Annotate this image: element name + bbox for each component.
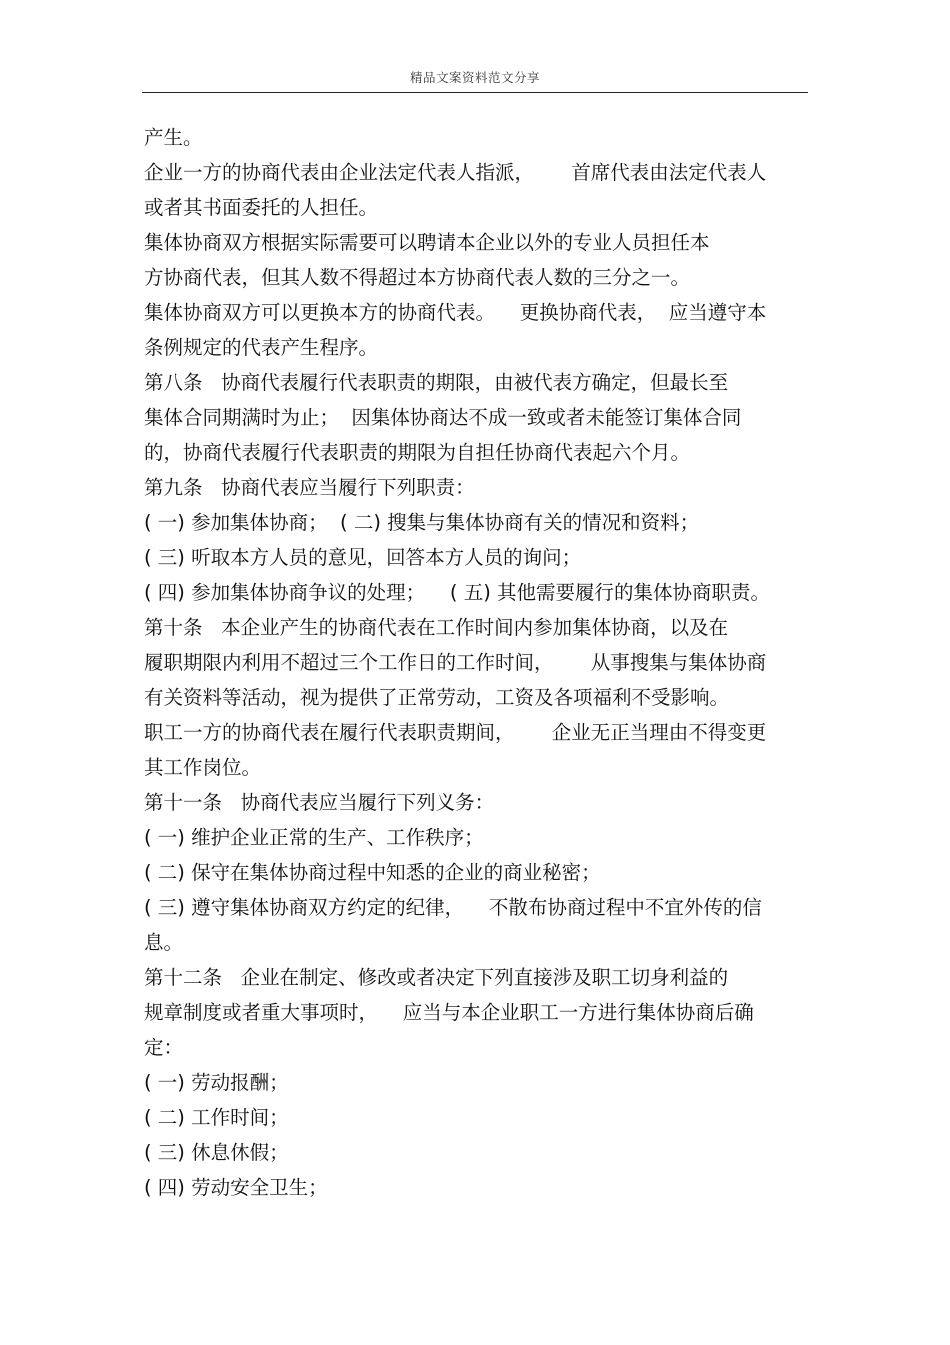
body-line: 定：: [144, 1036, 184, 1059]
body-line: 其工作岗位。: [144, 756, 262, 779]
article-heading-11: 第十一条 协商代表应当履行下列义务：: [144, 791, 495, 814]
article-heading-12: 第十二条 企业在制定、修改或者决定下列直接涉及职工切身利益的: [144, 966, 729, 989]
body-line: 产生。: [144, 126, 203, 149]
page-header: [142, 58, 808, 93]
body-line: 集体协商双方可以更换本方的协商代表。 更换协商代表， 应当遵守本: [144, 301, 767, 324]
article-heading-9: 第九条 协商代表应当履行下列职责：: [144, 476, 475, 499]
list-item: ( 二) 保守在集体协商过程中知悉的企业的商业秘密；: [144, 861, 601, 884]
body-line: 的，协商代表履行代表职责的期限为自担任协商代表起六个月。: [144, 441, 691, 464]
article-heading-8: 第八条 协商代表履行代表职责的期限，由被代表方确定，但最长至: [144, 371, 729, 394]
list-item: ( 三) 听取本方人员的意见，回答本方人员的询问；: [144, 546, 582, 569]
list-item: ( 一) 维护企业正常的生产、工作秩序；: [144, 826, 484, 849]
list-item: ( 四) 参加集体协商争议的处理； ( 五) 其他需要履行的集体协商职责。: [144, 581, 771, 604]
body-line: 企业一方的协商代表由企业法定代表人指派， 首席代表由法定代表人: [144, 161, 767, 184]
body-line: 有关资料等活动，视为提供了正常劳动，工资及各项福利不受影响。: [144, 686, 730, 709]
list-item: ( 二) 工作时间；: [144, 1106, 289, 1129]
list-item: ( 三) 休息休假；: [144, 1141, 289, 1164]
article-heading-10: 第十条 本企业产生的协商代表在工作时间内参加集体协商，以及在: [144, 616, 729, 639]
body-line: 息。: [144, 931, 184, 954]
body-line: 条例规定的代表产生程序。: [144, 336, 379, 359]
body-line: 规章制度或者重大事项时， 应当与本企业职工一方进行集体协商后确: [144, 1001, 754, 1024]
header-title: 精品文案资料范文分享: [409, 70, 540, 85]
list-item: ( 一) 参加集体协商； ( 二) 搜集与集体协商有关的情况和资料；: [144, 511, 700, 534]
list-item: ( 四) 劳动安全卫生；: [144, 1176, 328, 1199]
list-item: ( 一) 劳动报酬；: [144, 1071, 289, 1094]
list-item: ( 三) 遵守集体协商双方约定的纪律， 不散布协商过程中不宜外传的信: [144, 896, 762, 919]
body-line: 履职期限内利用不超过三个工作日的工作时间， 从事搜集与集体协商: [144, 651, 767, 674]
body-line: 集体合同期满时为止； 因集体协商达不成一致或者未能签订集体合同: [144, 406, 742, 429]
body-line: 方协商代表，但其人数不得超过本方协商代表人数的三分之一。: [144, 266, 691, 289]
body-line: 职工一方的协商代表在履行代表职责期间， 企业无正当理由不得变更: [144, 721, 767, 744]
document-body: [144, 120, 814, 1205]
body-line: 或者其书面委托的人担任。: [144, 196, 379, 219]
body-line: 集体协商双方根据实际需要可以聘请本企业以外的专业人员担任本: [144, 231, 710, 254]
